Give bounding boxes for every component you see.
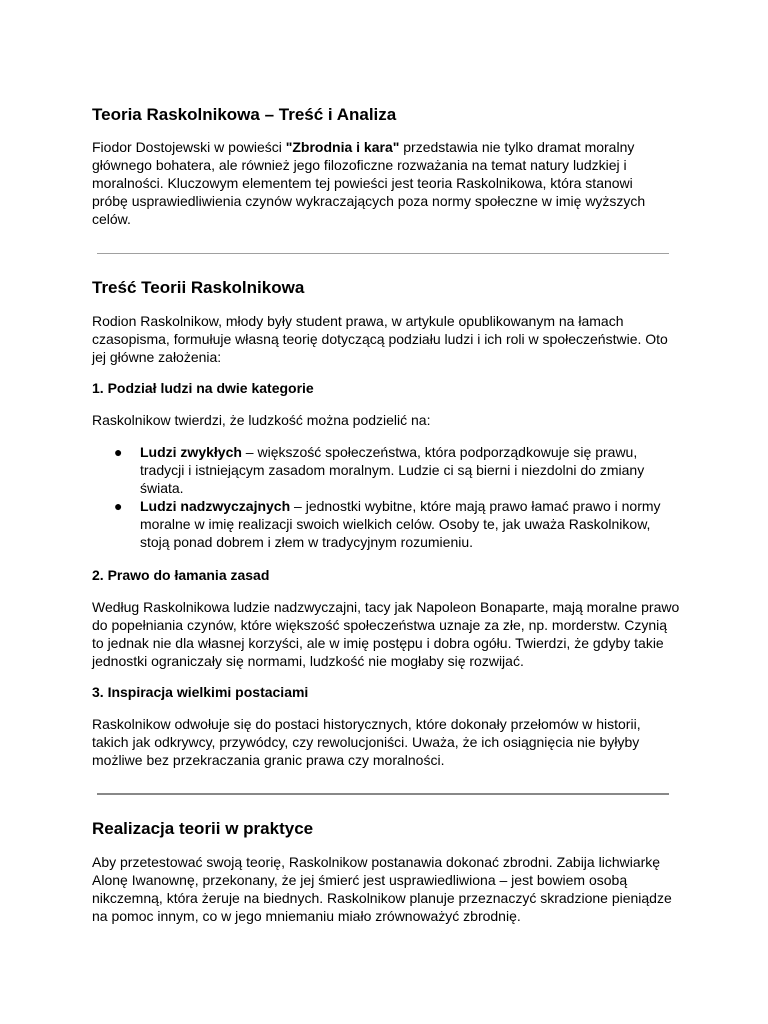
intro-book-title: "Zbrodnia i kara": [285, 139, 400, 155]
list-item-text: – większość społeczeństwa, która podporządkowuje się prawu, tradycji i istniejącym zasadom moralnym. Ludzie ci są bierni i niezdolni do zmiany świata.: [140, 444, 645, 496]
podzial-paragraph: Raskolnikow twierdzi, że ludzkość można podzielić na:: [92, 412, 431, 428]
subheading-inspiracja: 3. Inspiracja wielkimi postaciami: [92, 684, 309, 700]
list-item-term: Ludzi nadzwyczajnych: [140, 498, 291, 514]
subheading-prawo: 2. Prawo do łamania zasad: [92, 567, 270, 583]
document-title: Teoria Raskolnikowa – Treść i Analiza: [92, 105, 397, 124]
list-item: [92, 497, 682, 551]
section-heading-realizacja: Realizacja teorii w praktyce: [92, 819, 314, 838]
inspiracja-paragraph: Raskolnikow odwołuje się do postaci historycznych, które dokonały przełomów w historii, takich jak odkrywcy, przywódcy, czy rewolucjoniści. Uważa, że ich osiągnięcia nie byłyby możliwe bez przekraczania granic prawa czy moralności.: [92, 716, 641, 768]
intro-text-b: przedstawia nie tylko dramat moralny głównego bohatera, ale również jego filozoficzne rozważania na temat natury ludzkiej i moralności. Kluczowym elementem tej powieści jest teoria Raskolnikowa, która stanowi próbę usprawiedliwienia czynów wykraczających poza normy społeczne w imię wyższych celów.: [92, 139, 646, 227]
section1-paragraph: Rodion Raskolnikow, młody były student prawa, w artykule opublikowanym na łamach czasopisma, formułuje własną teorię dotyczącą podziału ludzi i ich roli w społeczeństwie. Oto jej główne założenia:: [92, 313, 668, 365]
realizacja-paragraph: Aby przetestować swoją teorię, Raskolnikow postanawia dokonać zbrodni. Zabija lichwiarkę Alonę Iwanownę, przekonany, że jej śmierć jest usprawiedliwiona – jest bowiem osobą nikczemną, która żeruje na biednych. Raskolnikow planuje przeznaczyć skradzione pieniądze na pomoc innym, co w jego mniemaniu miało zrównoważyć zbrodnię.: [92, 854, 672, 924]
bullet-icon: ●: [114, 444, 123, 460]
section-heading-tresc: Treść Teorii Raskolnikowa: [92, 278, 305, 297]
intro-paragraph: [92, 138, 672, 228]
prawo-paragraph: Według Raskolnikowa ludzie nadzwyczajni, tacy jak Napoleon Bonaparte, mają moralne prawo do popełniania czynów, które większość społeczeństwa uznaje za złe, np. morderstw. Czynią to jednak nie dla własnej korzyści, ale w imię postępu i dobra ogółu. Twierdzi, że gdyby takie jednostki ograniczały się normami, ludzkość nie mogłaby się rozwijać.: [92, 599, 680, 669]
categories-list: [92, 443, 682, 551]
subheading-podzial: 1. Podział ludzi na dwie kategorie: [92, 380, 314, 396]
intro-text-a: Fiodor Dostojewski w powieści: [92, 139, 286, 155]
section-divider: [97, 793, 669, 795]
bullet-icon: ●: [114, 498, 123, 514]
section-divider: [97, 253, 669, 254]
list-item-term: Ludzi zwykłych: [140, 444, 242, 460]
list-item-text: – jednostki wybitne, które mają prawo łamać prawo i normy moralne w imię realizacji swoich wielkich celów. Osoby te, jak uważa Raskolnikow, stoją ponad dobrem i złem w tradycyjnym rozumieniu.: [140, 498, 661, 550]
list-item: [92, 443, 682, 497]
